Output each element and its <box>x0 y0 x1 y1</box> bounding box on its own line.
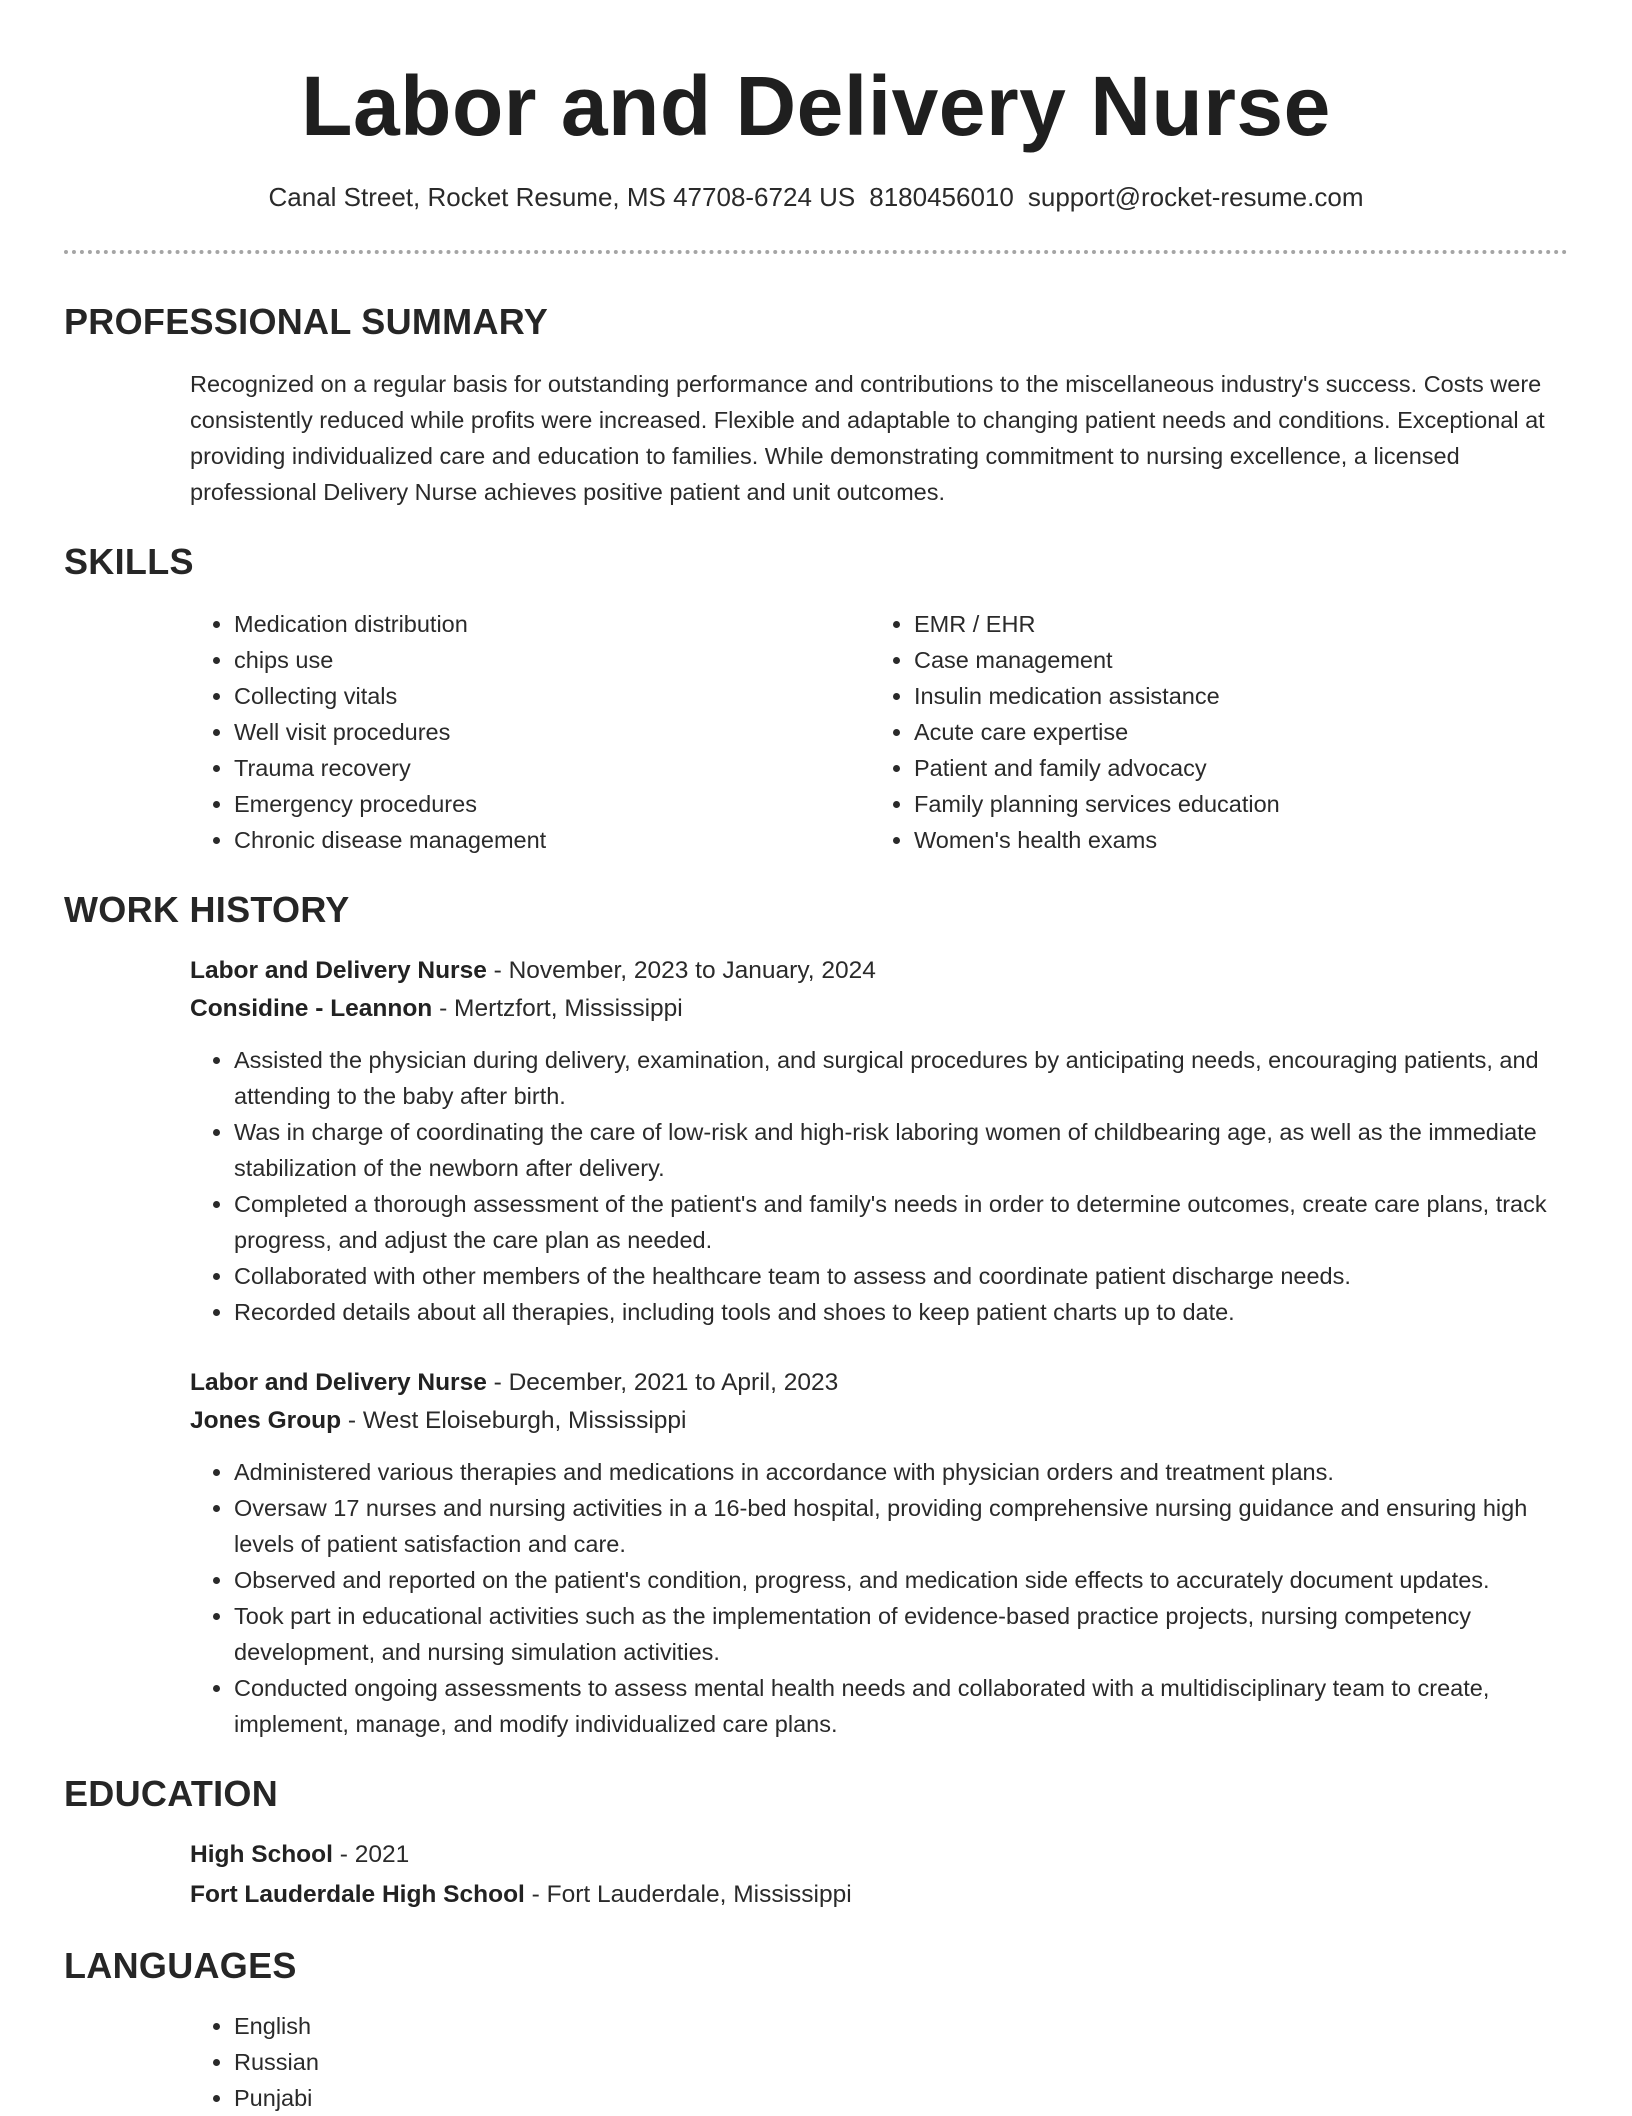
education-location: - Fort Lauderdale, Mississippi <box>524 1881 852 1908</box>
skills-title: SKILLS <box>64 541 194 582</box>
education-title: EDUCATION <box>64 1773 279 1814</box>
language-item: • Russian <box>234 2044 1568 2080</box>
job-dates: - November, 2023 to January, 2024 <box>486 957 876 984</box>
job-bullets <box>190 1042 1568 1330</box>
contact-email: support@rocket-resume.com <box>1027 182 1364 212</box>
resume-name: Labor and Delivery Nurse <box>301 59 1331 153</box>
skill-item: • Emergency procedures <box>234 786 870 822</box>
skill-item: • Collecting vitals <box>234 678 870 714</box>
skill-item: • chips use <box>234 642 870 678</box>
contact-phone: 8180456010 <box>869 182 1014 212</box>
header-divider <box>64 250 1568 254</box>
education-entry <box>190 1836 1568 1914</box>
skill-item: • Acute care expertise <box>914 714 1550 750</box>
contact-address: Canal Street, Rocket Resume, MS 47708-6724 US <box>268 182 856 212</box>
job-company-line <box>190 990 1568 1028</box>
skill-item: • Medication distribution <box>234 606 870 642</box>
job-bullet: • Oversaw 17 nurses and nursing activities in a 16-bed hospital, providing comprehensive nursing guidance and ensuring high levels of patient satisfaction and care. <box>234 1490 1568 1562</box>
skills-list-left <box>190 606 870 858</box>
job-title-line <box>190 1364 1568 1402</box>
education-degree: High School <box>190 1841 333 1868</box>
languages-list-wrap <box>190 2008 1568 2116</box>
job-bullets <box>190 1454 1568 1742</box>
summary-title: PROFESSIONAL SUMMARY <box>64 301 549 342</box>
job-bullet: • Observed and reported on the patient's condition, progress, and medication side effects to accurately document updates. <box>234 1562 1568 1598</box>
job-company-line <box>190 1402 1568 1440</box>
skill-item: • Insulin medication assistance <box>914 678 1550 714</box>
job-location: - West Eloiseburgh, Mississippi <box>341 1407 687 1434</box>
summary-section <box>64 300 1568 510</box>
job-company: Considine - Leannon <box>190 995 433 1022</box>
education-section <box>64 1772 1568 1914</box>
job-bullet: • Administered various therapies and medications in accordance with physician orders and treatment plans. <box>234 1454 1568 1490</box>
skill-item: • Well visit procedures <box>234 714 870 750</box>
work-title: WORK HISTORY <box>64 889 350 930</box>
education-school-line <box>190 1876 1568 1914</box>
skills-grid <box>190 606 1568 858</box>
skill-item: • Chronic disease management <box>234 822 870 858</box>
job-entry <box>190 1364 1568 1742</box>
job-bullet: • Took part in educational activities such as the implementation of evidence-based practice projects, nursing competency development, and nursing simulation activities. <box>234 1598 1568 1670</box>
job-bullet: • Assisted the physician during delivery, examination, and surgical procedures by anticipating needs, encouraging patients, and attending to the baby after birth. <box>234 1042 1568 1114</box>
skill-item: • Trauma recovery <box>234 750 870 786</box>
job-bullet: • Completed a thorough assessment of the patient's and family's needs in order to determine outcomes, create care plans, track progress, and adjust the care plan as needed. <box>234 1186 1568 1258</box>
job-role: Labor and Delivery Nurse <box>190 1369 487 1396</box>
resume-page <box>64 0 1568 2116</box>
summary-text: Recognized on a regular basis for outstanding performance and contributions to the miscellaneous industry's success. Costs were consistently reduced while profits were increased. Flexible and adaptable to changing patient needs and conditions. Exceptional at providing individualized care and education to families. While demonstrating commitment to nursing excellence, a licensed professional Delivery Nurse achieves positive patient and unit outcomes. <box>190 371 1545 505</box>
job-title-line <box>190 952 1568 990</box>
languages-list <box>190 2008 1568 2116</box>
skill-item: • Case management <box>914 642 1550 678</box>
job-bullet: • Recorded details about all therapies, including tools and shoes to keep patient charts up to date. <box>234 1294 1568 1330</box>
skill-item: • Patient and family advocacy <box>914 750 1550 786</box>
skills-column-left <box>190 606 870 858</box>
education-degree-line <box>190 1836 1568 1874</box>
languages-title: LANGUAGES <box>64 1945 297 1986</box>
job-location: - Mertzfort, Mississippi <box>432 995 683 1022</box>
job-company: Jones Group <box>190 1407 342 1434</box>
skills-list-right <box>870 606 1550 858</box>
contact-line <box>64 180 1568 214</box>
skill-item: • Women's health exams <box>914 822 1550 858</box>
education-year: - 2021 <box>332 1841 410 1868</box>
education-school: Fort Lauderdale High School <box>190 1881 525 1908</box>
job-dates: - December, 2021 to April, 2023 <box>486 1369 839 1396</box>
work-section <box>64 888 1568 1742</box>
skills-section <box>64 540 1568 858</box>
language-item: • English <box>234 2008 1568 2044</box>
skills-column-right <box>870 606 1550 858</box>
job-entry <box>190 952 1568 1330</box>
job-bullet: • Was in charge of coordinating the care of low-risk and high-risk laboring women of childbearing age, as well as the immediate stabilization of the newborn after delivery. <box>234 1114 1568 1186</box>
skill-item: • Family planning services education <box>914 786 1550 822</box>
job-bullet: • Conducted ongoing assessments to assess mental health needs and collaborated with a multidisciplinary team to create, implement, manage, and modify individualized care plans. <box>234 1670 1568 1742</box>
languages-section <box>64 1944 1568 2116</box>
job-role: Labor and Delivery Nurse <box>190 957 487 984</box>
skill-item: • EMR / EHR <box>914 606 1550 642</box>
language-item: • Punjabi <box>234 2080 1568 2116</box>
job-bullet: • Collaborated with other members of the healthcare team to assess and coordinate patient discharge needs. <box>234 1258 1568 1294</box>
